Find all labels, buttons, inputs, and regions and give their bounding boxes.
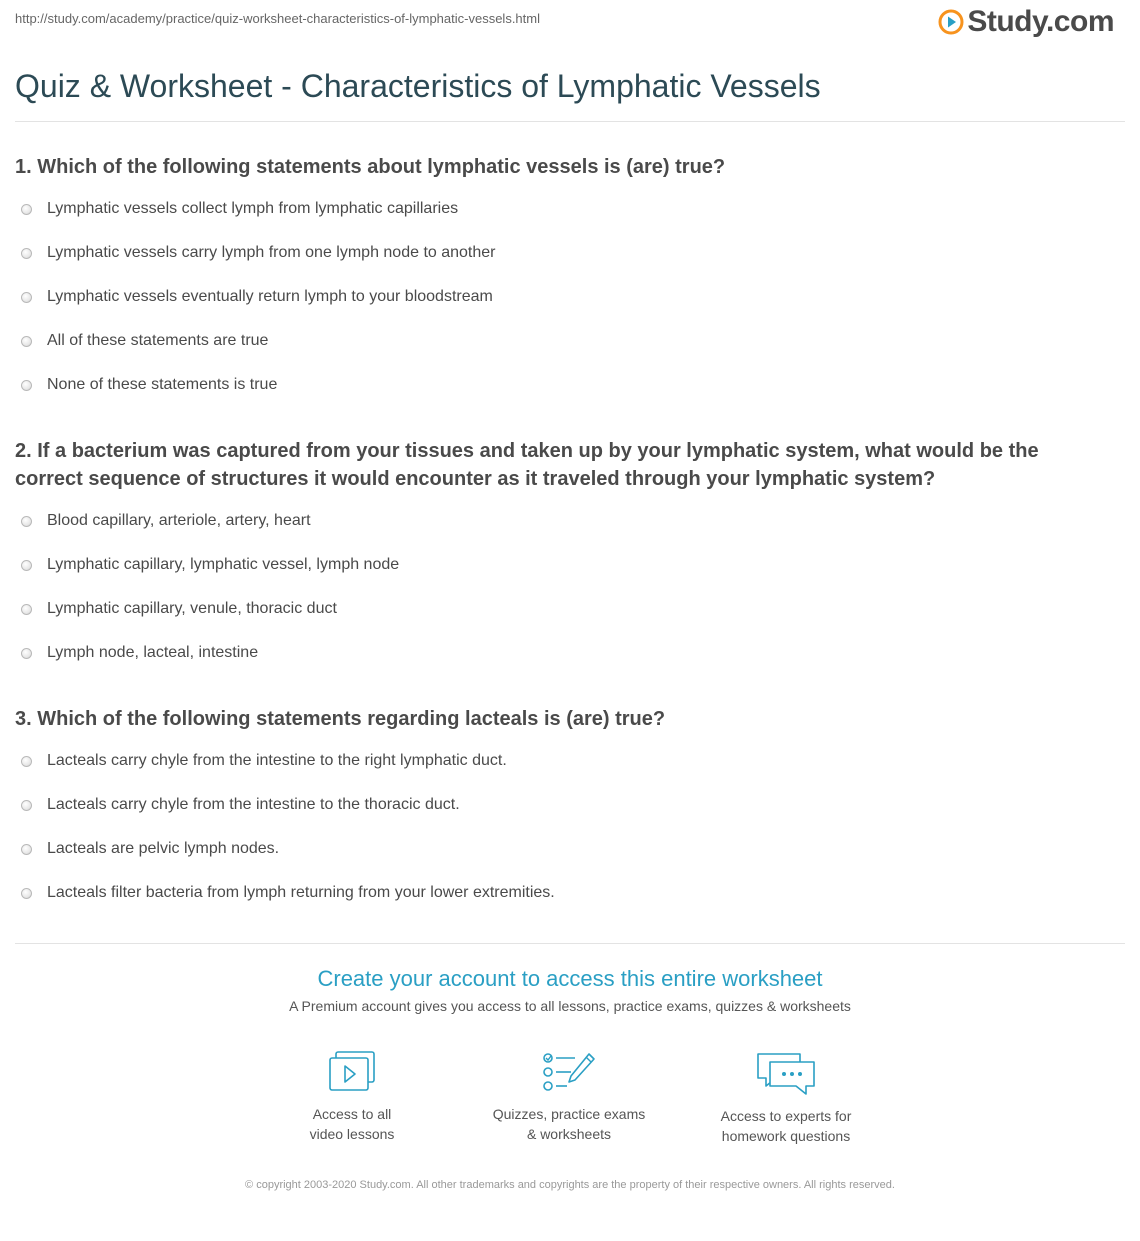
option-label: Lymphatic vessels eventually return lymph to your bloodstream: [47, 288, 493, 305]
create-account-link[interactable]: Create your account to access this entire worksheet: [317, 966, 823, 991]
logo-text: Study.com: [967, 5, 1114, 38]
option-label: Lymph node, lacteal, intestine: [47, 644, 259, 661]
option-label: Lacteals are pelvic lymph nodes.: [47, 840, 280, 857]
option-label: Lymphatic capillary, venule, thoracic duct: [47, 600, 337, 617]
q1-option-5[interactable]: [21, 376, 277, 394]
page-url: http://study.com/academy/practice/quiz-worksheet-characteristics-of-lymphatic-vessels.html: [15, 11, 540, 26]
option-label: Lymphatic capillary, lymphatic vessel, lymph node: [47, 556, 400, 573]
q3-option-2[interactable]: [21, 796, 460, 814]
play-circle-icon: [938, 9, 964, 35]
q2-option-3[interactable]: [21, 600, 337, 618]
video-lessons-icon: [252, 1050, 452, 1094]
feature-label: Access to all video lessons: [309, 1106, 395, 1142]
radio-button-icon[interactable]: [21, 248, 32, 259]
page-title: Quiz & Worksheet - Characteristics of Lymphatic Vessels: [15, 68, 821, 104]
radio-button-icon[interactable]: [21, 560, 32, 571]
feature-label: Quizzes, practice exams & worksheets: [492, 1106, 646, 1142]
study-logo[interactable]: [938, 7, 1114, 37]
quiz-checklist-icon: [469, 1050, 669, 1094]
q1-option-1[interactable]: [21, 200, 458, 218]
option-label: Lacteals carry chyle from the intestine to the thoracic duct.: [47, 796, 460, 813]
feature-video-lessons: [252, 1050, 452, 1144]
option-label: Lymphatic vessels carry lymph from one lymph node to another: [47, 244, 496, 261]
radio-button-icon[interactable]: [21, 380, 32, 391]
q3-option-3[interactable]: [21, 840, 279, 858]
copyright-notice: © copyright 2003-2020 Study.com. All other trademarks and copyrights are the property of their respective owners. All rights reserved.: [245, 1179, 895, 1191]
option-label: All of these statements are true: [47, 332, 269, 349]
radio-button-icon[interactable]: [21, 604, 32, 615]
chat-bubbles-icon: [686, 1050, 886, 1096]
option-label: None of these statements is true: [47, 376, 278, 393]
premium-description: A Premium account gives you access to all lessons, practice exams, quizzes & worksheets: [289, 998, 851, 1014]
question-2: 2. If a bacterium was captured from your tissues and taken up by your lymphatic system, what would be the correct sequence of structures it would encounter as it traveled through your lymphatic system?: [15, 440, 1039, 490]
question-3: 3. Which of the following statements regarding lacteals is (are) true?: [15, 708, 666, 730]
q1-option-4[interactable]: [21, 332, 268, 350]
radio-button-icon[interactable]: [21, 844, 32, 855]
q1-option-2[interactable]: [21, 244, 496, 262]
feature-quizzes: [469, 1050, 669, 1144]
q2-option-1[interactable]: [21, 512, 311, 530]
radio-button-icon[interactable]: [21, 204, 32, 215]
q3-option-4[interactable]: [21, 884, 555, 902]
radio-button-icon[interactable]: [21, 800, 32, 811]
option-label: Blood capillary, arteriole, artery, heart: [47, 512, 311, 529]
radio-button-icon[interactable]: [21, 516, 32, 527]
feature-label: Access to experts for homework questions: [720, 1108, 852, 1144]
q3-option-1[interactable]: [21, 752, 507, 770]
option-label: Lymphatic vessels collect lymph from lymphatic capillaries: [47, 200, 459, 217]
q1-option-3[interactable]: [21, 288, 493, 306]
question-1: 1. Which of the following statements about lymphatic vessels is (are) true?: [15, 156, 726, 178]
radio-button-icon[interactable]: [21, 648, 32, 659]
option-label: Lacteals filter bacteria from lymph returning from your lower extremities.: [47, 884, 555, 901]
radio-button-icon[interactable]: [21, 888, 32, 899]
radio-button-icon[interactable]: [21, 292, 32, 303]
content-divider: [15, 943, 1125, 944]
q2-option-2[interactable]: [21, 556, 399, 574]
radio-button-icon[interactable]: [21, 756, 32, 767]
title-divider: [15, 121, 1125, 122]
q2-option-4[interactable]: [21, 644, 258, 662]
radio-button-icon[interactable]: [21, 336, 32, 347]
option-label: Lacteals carry chyle from the intestine to the right lymphatic duct.: [47, 752, 507, 769]
feature-experts: [686, 1050, 886, 1146]
